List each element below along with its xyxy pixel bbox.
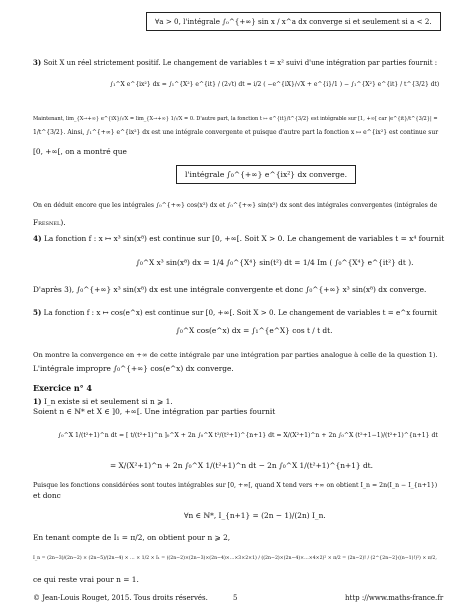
q5-equation: ∫₀^X cos(e^x) dx = ∫₁^{e^X} cos t / t dt. [176, 326, 333, 335]
q3-paragraph-5: Fresnel). [33, 218, 66, 227]
footer-url: http ://www.maths-france.fr [345, 594, 444, 602]
ex4-paragraph-5: ce qui reste vrai pour n = 1. [33, 575, 139, 584]
ex4-equation-2: ∀n ∈ ℕ*, I_{n+1} = (2n − 1)/(2n) I_n. [184, 511, 326, 520]
q4-paragraph-2: D'après 3), ∫₀^{+∞} x³ sin(x⁸) dx est une intégrale convergente et donc ∫₀^{+∞} x³ sin(x⁸) dx converge. [33, 285, 427, 294]
ex4-paragraph-2: Puisque les fonctions considérées sont toutes intégrables sur [0, +∞[, quand X tend vers +∞ on obtient I_n = 2n(I_n − I_{n+1}) [33, 482, 438, 489]
q3-equation-1: ∫₁^X e^{ix²} dx = ∫₁^{X²} e^{it} / (2√t) dt = i/2 ( −e^{iX}/√X + e^{i}/1 ) − ∫₁^{X²} e^{it} / t^{3/2} dt) [110, 81, 440, 88]
footer-copyright: © Jean-Louis Rouget, 2015. Tous droits réservés. [33, 594, 208, 602]
q3-paragraph-1: Maintenant, lim_{X→+∞} e^{iX}/√X = lim_{X→+∞} 1/√X = 0. D'autre part, la fonction t ↦ e^{it}/t^{3/2} est intégrable sur [1, +∞[ car |e^{it}/t^{3/2}| = [33, 116, 438, 122]
q5-label: 5) [33, 308, 42, 317]
q5-intro-text: La fonction f : x ↦ cos(e^x) est continue sur [0, +∞[. Soit X > 0. Le changement de variables t = e^x fournit [43, 308, 438, 317]
ex4-q1 [33, 397, 173, 406]
boxed-result-1: ∀a > 0, l'intégrale ∫₀^{+∞} sin x / x^a dx converge si et seulement si a < 2. [146, 12, 441, 31]
ex4-q1-text: I_n existe si et seulement si n ⩾ 1. [44, 397, 173, 406]
q5-paragraph-2: On montre la convergence en +∞ de cette intégrale par une intégration par parties analogue à celle de la question 1). [33, 351, 438, 359]
q3-label: 3) [33, 58, 42, 67]
q3-intro-text: Soit X un réel strictement positif. Le changement de variables t = x² suivi d'une intégration par parties fournit : [43, 59, 438, 67]
q5-paragraph-3: L'intégrale impropre ∫₀^{+∞} cos(e^x) dx converge. [33, 364, 234, 373]
q3-paragraph-3: [0, +∞[, on a montré que [33, 147, 127, 156]
q3-paragraph-2: 1/t^{3/2}. Ainsi, ∫₁^{+∞} e^{ix²} dx est une intégrale convergente et puisque d'autre part la fonction x ↦ e^{ix²} est continue sur [33, 129, 439, 136]
ex4-paragraph-4: En tenant compte de I₁ = π/2, on obtient pour n ⩾ 2, [33, 533, 231, 542]
q4-intro [33, 234, 444, 243]
ex4-q1-label: 1) [33, 397, 42, 406]
q5-intro [33, 308, 437, 317]
exercise-4-title: Exercice n° 4 [33, 383, 92, 393]
q3-paragraph-4: On en déduit encore que les intégrales ∫₀^{+∞} cos(x²) dx et ∫₀^{+∞} sin(x²) dx sont des intégrales convergentes (intégrales de [33, 202, 438, 209]
ex4-equation-3: I_n = (2n−3)/(2n−2) × (2n−5)/(2n−4) × … × 1/2 × I₁ = ((2n−2)×(2n−3)×(2n−4)×…×3×2×1) / ((2n−2)×(2n−4)×…×4×2)² × π/2 = (2n−2)! / (2^{2n−2}((n−1)!)²) × π/2, [33, 556, 437, 561]
ex4-equation-1a: ∫₀^X 1/(t²+1)^n dt = [ t/(t²+1)^n ]₀^X + 2n ∫₀^X t²/(t²+1)^{n+1} dt = X/(X²+1)^n + 2n ∫₀^X (t²+1−1)/(t²+1)^{n+1} dt [58, 432, 438, 439]
q4-label: 4) [33, 234, 42, 243]
ex4-paragraph-3: et donc [33, 491, 61, 500]
boxed-result-2: l'intégrale ∫₀^{+∞} e^{ix²} dx converge. [176, 165, 356, 184]
footer-page-number: 5 [233, 594, 238, 602]
q4-intro-text: La fonction f : x ↦ x³ sin(x⁸) est continue sur [0, +∞[. Soit X > 0. Le changement de variables t = x⁴ fournit [44, 234, 445, 243]
ex4-equation-1b: = X/(X²+1)^n + 2n ∫₀^X 1/(t²+1)^n dt − 2n ∫₀^X 1/(t²+1)^{n+1} dt. [110, 461, 373, 470]
ex4-paragraph-1: Soient n ∈ ℕ* et X ∈ ]0, +∞[. Une intégration par parties fournit [33, 407, 276, 416]
q3-intro [33, 58, 437, 68]
q4-equation: ∫₀^X x³ sin(x⁸) dx = 1/4 ∫₀^{X⁴} sin(t²) dt = 1/4 Im ( ∫₀^{X⁴} e^{it²} dt ). [136, 258, 414, 267]
